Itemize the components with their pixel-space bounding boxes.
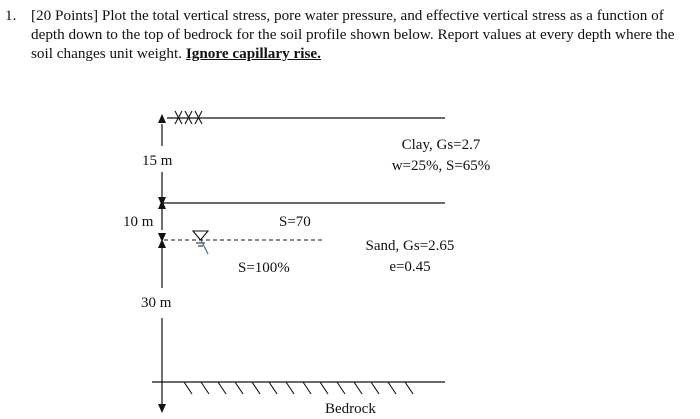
lower-sand-thickness-label: 30 m [141, 295, 172, 311]
clay-dimension-top-arrow [158, 114, 166, 123]
clay-thickness-label: 15 m [142, 153, 173, 169]
ground-surface-hatch [175, 111, 202, 124]
question-emphasis: Ignore capillary rise. [185, 45, 321, 62]
water-table-icon [193, 231, 208, 254]
clay-description-line1: Clay, Gs=2.7 [401, 137, 481, 153]
upper-sand-saturation-label: S=70 [279, 214, 311, 230]
lower-sand-saturation-label: S=100% [238, 260, 290, 276]
lower-sand-bottom-arrow [158, 404, 166, 413]
sand-description-line2: e=0.45 [389, 259, 431, 275]
upper-sand-thickness-label: 10 m [123, 214, 154, 230]
upper-sand-top-arrow [158, 200, 166, 209]
sand-description-line1: Sand, Gs=2.65 [365, 238, 455, 254]
clay-description-line2: w=25%, S=65% [391, 158, 491, 174]
bedrock-label: Bedrock [325, 401, 376, 417]
bedrock-hatch [184, 382, 413, 394]
question-number: 1. [5, 7, 17, 24]
question-text: [20 Points] Plot the total vertical stress, pore water pressure, and effective vertical stress as a function of depth down to the top of bedrock for the soil profile shown below. Report values at every depth where the soil changes unit weight. [31, 7, 675, 62]
